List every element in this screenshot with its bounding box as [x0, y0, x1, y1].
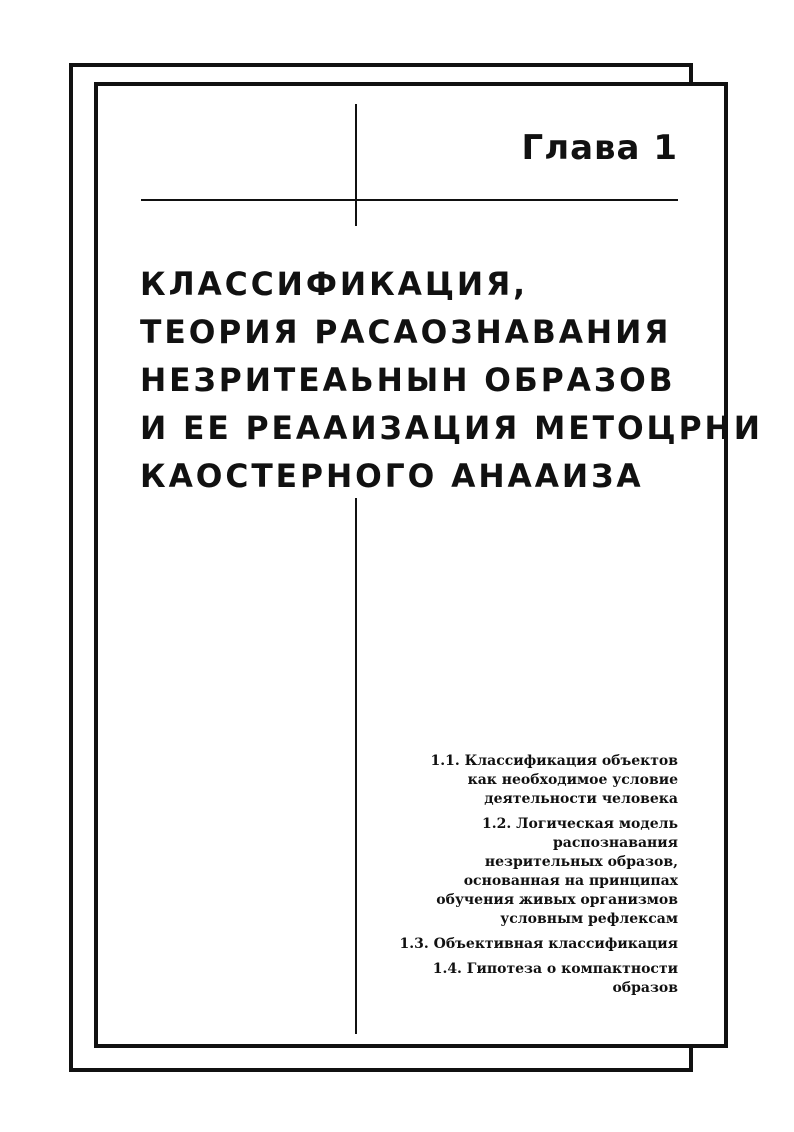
section-item-1-2: [378, 815, 678, 929]
title-line: ТЕОРИЯ РАСАОЗНАВАНИЯ: [140, 313, 672, 351]
section-text: 1.2. Логическая модель: [482, 816, 678, 832]
section-item-1-4: [378, 960, 678, 998]
section-text: основанная на принципах: [463, 873, 678, 889]
section-text: 1.1. Классификация объектов: [430, 753, 678, 769]
title-line: КАОСТЕРНОГО АНААИЗА: [140, 457, 644, 495]
section-item-1-3: [378, 935, 678, 954]
title-line: КЛАССИФИКАЦИЯ,: [140, 265, 529, 303]
section-text: распознавания: [553, 835, 678, 851]
section-text: образов: [612, 980, 678, 996]
section-text: незрительных образов,: [484, 854, 678, 870]
horizontal-rule: [141, 199, 678, 201]
chapter-heading: Глава 1: [521, 128, 678, 168]
vertical-rule-top: [355, 104, 357, 226]
section-item-1-1: [378, 752, 678, 809]
section-text: обучения живых организмов: [436, 892, 678, 908]
section-text: условным рефлексам: [500, 911, 678, 927]
vertical-rule-bottom: [355, 498, 357, 1034]
title-line: И ЕЕ РЕААИЗАЦИЯ МЕТОЦРНИ: [140, 409, 763, 447]
title-line: НЕЗРИТЕАЬНЫН ОБРАЗОВ: [140, 361, 676, 399]
section-text: деятельности человека: [484, 791, 678, 807]
section-text: как необходимое условие: [467, 772, 678, 788]
section-text: 1.4. Гипотеза о компактности: [432, 961, 678, 977]
section-list: [378, 752, 678, 1004]
chapter-title: [140, 260, 763, 500]
section-text: 1.3. Объективная классификация: [399, 936, 678, 952]
